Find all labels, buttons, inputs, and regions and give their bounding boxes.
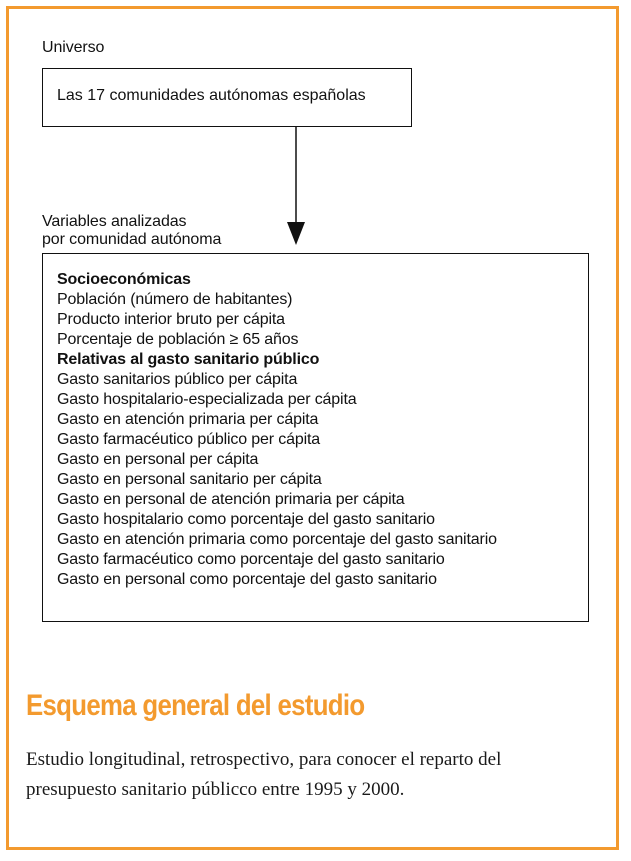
variables-list: [57, 270, 588, 590]
variable-item: Gasto farmacéutico público per cápita: [57, 431, 321, 448]
variable-item: Porcentaje de población ≥ 65 años: [57, 331, 299, 348]
universe-label: Universo: [42, 39, 105, 56]
variable-item: Gasto en atención primaria per cápita: [57, 411, 319, 428]
variable-item: Gasto farmacéutico como porcentaje del gasto sanitario: [57, 551, 445, 568]
variable-item: Población (número de habitantes): [57, 291, 293, 308]
variables-box: [42, 253, 589, 622]
variable-item: Gasto en personal como porcentaje del gasto sanitario: [57, 571, 437, 588]
variable-item: Gasto hospitalario-especializada per cápita: [57, 391, 357, 408]
figure-description: Estudio longitudinal, retrospectivo, para conocer el reparto del presupuesto sanitario públicco entre 1995 y 2000.: [26, 749, 502, 800]
variable-item: Gasto sanitarios público per cápita: [57, 371, 298, 388]
variable-item: Producto interior bruto per cápita: [57, 311, 285, 328]
variable-item: Gasto en atención primaria como porcentaje del gasto sanitario: [57, 531, 497, 548]
variable-group-heading: Socioeconómicas: [57, 271, 191, 288]
variable-item: Gasto en personal sanitario per cápita: [57, 471, 322, 488]
variable-group-heading: Relativas al gasto sanitario público: [57, 351, 320, 368]
variable-item: Gasto en personal de atención primaria per cápita: [57, 491, 405, 508]
variable-item: Gasto hospitalario como porcentaje del gasto sanitario: [57, 511, 435, 528]
universe-box-text: Las 17 comunidades autónomas españolas: [57, 87, 366, 104]
variables-label: Variables analizadas por comunidad autónoma: [42, 213, 222, 248]
universe-box: [42, 68, 412, 127]
variable-item: Gasto en personal per cápita: [57, 451, 259, 468]
figure-title: Esquema general del estudio: [26, 689, 365, 722]
down-arrow-icon: [284, 126, 308, 246]
